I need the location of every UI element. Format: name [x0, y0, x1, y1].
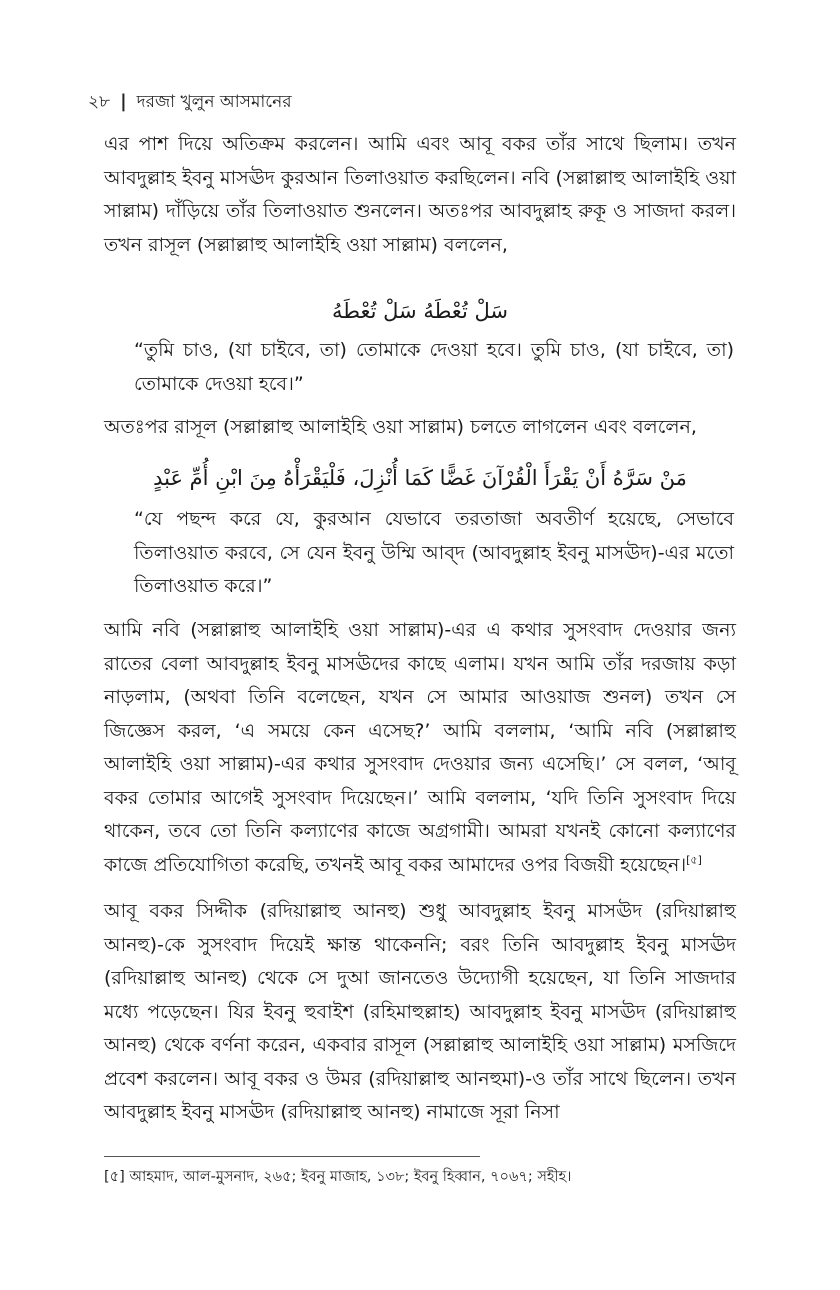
- book-title: দরজা খুলুন আসমানের: [136, 92, 292, 112]
- footnote-divider: [104, 1156, 480, 1157]
- footnote-marker: [৫]: [104, 1169, 125, 1185]
- footnote: [104, 1166, 736, 1188]
- footnote-text: আহমাদ, আল-মুসনাদ, ২৬৫; ইবনু মাজাহ, ১৩৮; ইবনু হিব্বান, ৭০৬৭; সহীহ।: [129, 1169, 572, 1185]
- arabic-hadith-2: مَنْ سَرَّهُ أَنْ يَقْرَأَ الْقُرْآنَ غَضًّا كَمَا أُنْزِلَ، فَلْيَقْرَأْهُ مِنَ ابْنِ أُمِّ عَبْدٍ: [153, 466, 687, 490]
- quote-translation-1: “তুমি চাও, (যা চাইবে, তা) তোমাকে দেওয়া হবে। তুমি চাও, (যা চাইবে, তা) তোমাকে দেওয়া হবে।”: [134, 339, 734, 395]
- page-number: ২৮: [88, 92, 111, 112]
- paragraph-3: [104, 614, 736, 882]
- arabic-hadith-1: سَلْ تُعْطَهُ سَلْ تُعْطَهُ: [332, 299, 508, 323]
- paragraph-3-text: আমি নবি (সল্লাল্লাহু আলাইহি ওয়া সাল্লাম)-এর এ কথার সুসংবাদ দেওয়ার জন্য রাতের বেলা আবদুল্লাহ ইবনু মাসঊদের কাছে এলাম। যখন আমি তাঁর দরজায় কড়া নাড়লাম, (অথবা তিনি বলেছেন, যখন সে আমার আওয়াজ শুনল) তখন সে জিজ্ঞেস করল, ‘এ সময়ে কেন এসেছ?’ আমি বললাম, ‘আমি নবি (সল্লাল্লাহু আলাইহি ওয়া সাল্লাম)-এর কথার সুসংবাদ দেওয়ার জন্য এসেছি।’ সে বলল, ‘আবূ বকর তোমার আগেই সুসংবাদ দিয়েছেন।’ আমি বললাম, ‘যদি তিনি সুসংবাদ দিয়ে থাকেন, তবে তো তিনি কল্যাণের কাজে অগ্রগামী। আমরা যখনই কোনো কল্যাণের কাজে প্রতিযোগিতা করেছি, তখনই আবূ বকর আমাদের ওপর বিজয়ী হয়েছেন।: [104, 619, 736, 876]
- paragraph-1: এর পাশ দিয়ে অতিক্রম করলেন। আমি এবং আবূ বকর তাঁর সাথে ছিলাম। তখন আবদুল্লাহ ইবনু মাসঊদ কুরআন তিলাওয়াত করছিলেন। নবি (সল্লাল্লাহু আলাইহি ওয়া সাল্লাম) দাঁড়িয়ে তাঁর তিলাওয়াত শুনলেন। অতঃপর আবদুল্লাহ রুকূ ও সাজদা করল। তখন রাসূল (সল্লাল্লাহু আলাইহি ওয়া সাল্লাম) বললেন,: [104, 133, 736, 256]
- running-header: [88, 90, 292, 114]
- header-separator: |: [120, 91, 127, 112]
- quote-translation-2: “যে পছন্দ করে যে, কুরআন যেভাবে তরতাজা অবতীর্ণ হয়েছে, সেভাবে তিলাওয়াত করবে, সে যেন ইবনু উম্মি আব্‌দ (আবদুল্লাহ ইবনু মাসঊদ)-এর মতো তিলাওয়াত করে।”: [134, 508, 734, 597]
- footnote-reference[interactable]: [৫]: [686, 853, 702, 867]
- paragraph-4: আবূ বকর সিদ্দীক (রদিয়াল্লাহু আনহু) শুধু আবদুল্লাহ ইবনু মাসঊদ (রদিয়াল্লাহু আনহু)-কে সুসংবাদ দিয়েই ক্ষান্ত থাকেননি; বরং তিনি আবদুল্লাহ ইবনু মাসঊদ (রদিয়াল্লাহু আনহু) থেকে সে দুআ জানতেও উদ্যোগী হয়েছেন, যা তিনি সাজদার মধ্যে পড়েছেন। যির ইবনু হুবাইশ (রহিমাহুল্লাহ) আবদুল্লাহ ইবনু মাসঊদ (রদিয়াল্লাহু আনহু) থেকে বর্ণনা করেন, একবার রাসূল (সল্লাল্লাহু আলাইহি ওয়া সাল্লাম) মসজিদে প্রবেশ করলেন। আবূ বকর ও উমর (রদিয়াল্লাহু আনহুমা)-ও তাঁর সাথে ছিলেন। তখন আবদুল্লাহ ইবনু মাসঊদ (রদিয়াল্লাহু আনহু) নামাজে সূরা নিসা: [104, 900, 736, 1123]
- paragraph-2: অতঃপর রাসূল (সল্লাল্লাহু আলাইহি ওয়া সাল্লাম) চলতে লাগলেন এবং বললেন,: [104, 416, 697, 438]
